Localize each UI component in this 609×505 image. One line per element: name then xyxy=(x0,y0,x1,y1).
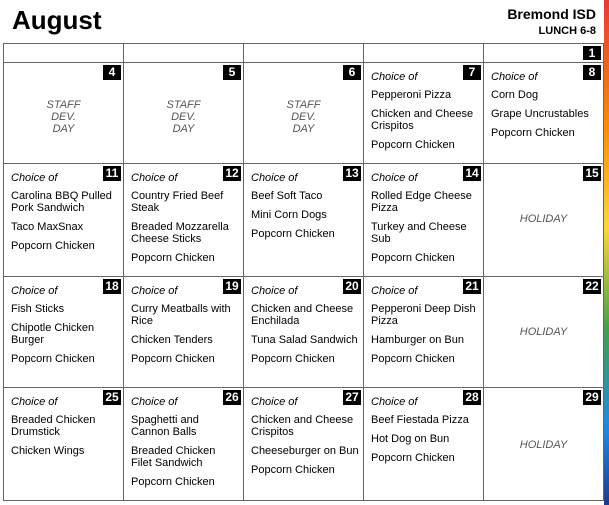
holiday-label: HOLIDAY xyxy=(519,326,568,338)
menu-item: Carolina BBQ Pulled Pork Sandwich xyxy=(11,190,112,214)
calendar-cell-day xyxy=(484,277,604,388)
menu-item: Cheeseburger on Bun xyxy=(251,445,359,457)
day-number: 22 xyxy=(583,279,601,294)
day-number: 28 xyxy=(463,390,481,405)
menu-item: Breaded Mozzarella Cheese Sticks xyxy=(131,221,229,245)
day-number: 27 xyxy=(343,390,361,405)
staff-dev-label: STAFF DEV. DAY xyxy=(286,99,321,135)
day-number: 4 xyxy=(103,65,121,80)
menu-item: Mini Corn Dogs xyxy=(251,209,327,221)
holiday-label: HOLIDAY xyxy=(519,439,568,451)
menu-item: Taco MaxSnax xyxy=(11,221,84,233)
decorative-edge-strip xyxy=(604,0,609,505)
menu-items xyxy=(11,303,119,372)
calendar-cell-day xyxy=(244,277,364,388)
menu-item: Grape Uncrustables xyxy=(491,108,589,120)
menu-item: Pepperoni Deep Dish Pizza xyxy=(371,303,476,327)
day-number: 13 xyxy=(343,166,361,181)
menu-item: Rolled Edge Cheese Pizza xyxy=(371,190,472,214)
menu-item: Hot Dog on Bun xyxy=(371,433,450,445)
menu-item: Chipotle Chicken Burger xyxy=(11,322,95,346)
choice-label: Choice of xyxy=(371,172,418,184)
menu-item: Popcorn Chicken xyxy=(11,353,95,365)
day-number: 20 xyxy=(343,279,361,294)
menu-items xyxy=(251,414,359,483)
calendar-cell-day xyxy=(484,63,604,164)
day-number: 15 xyxy=(583,166,601,181)
choice-label: Choice of xyxy=(131,396,178,408)
staff-dev-label: STAFF DEV. DAY xyxy=(46,99,81,135)
menu-item: Chicken and Cheese Crispitos xyxy=(371,108,474,132)
menu-item: Tuna Salad Sandwich xyxy=(251,334,358,346)
menu-items xyxy=(371,414,479,471)
menu-items xyxy=(11,190,119,259)
menu-item: Popcorn Chicken xyxy=(371,252,455,264)
day-number: 6 xyxy=(343,65,361,80)
calendar-cell-empty xyxy=(3,43,124,63)
calendar-cell-day xyxy=(244,164,364,277)
calendar-cell-day xyxy=(364,63,484,164)
menu-item: Hamburger on Bun xyxy=(371,334,464,346)
menu-item: Popcorn Chicken xyxy=(131,353,215,365)
calendar-cell-day xyxy=(124,388,244,501)
menu-subtitle: LUNCH 6-8 xyxy=(538,25,596,37)
choice-label: Choice of xyxy=(251,285,298,297)
day-number: 11 xyxy=(103,166,121,181)
menu-item: Pepperoni Pizza xyxy=(371,89,452,101)
choice-label: Choice of xyxy=(491,71,538,83)
menu-item: Popcorn Chicken xyxy=(491,127,575,139)
calendar-cell-day xyxy=(364,388,484,501)
staff-dev-label: STAFF DEV. DAY xyxy=(166,99,201,135)
calendar-cell-day xyxy=(3,164,124,277)
day-number: 8 xyxy=(583,65,601,80)
menu-items xyxy=(371,303,479,372)
menu-items xyxy=(131,414,239,495)
calendar-cell-empty xyxy=(244,43,364,63)
day-number: 21 xyxy=(463,279,481,294)
day-number: 29 xyxy=(583,390,601,405)
menu-items xyxy=(131,303,239,372)
menu-item: Popcorn Chicken xyxy=(11,240,95,252)
menu-item: Chicken Tenders xyxy=(131,334,213,346)
calendar-cell-day xyxy=(124,277,244,388)
menu-item: Popcorn Chicken xyxy=(131,476,215,488)
menu-item: Chicken and Cheese Enchilada xyxy=(251,303,354,327)
menu-item: Popcorn Chicken xyxy=(251,228,335,240)
menu-item: Popcorn Chicken xyxy=(371,452,455,464)
menu-items xyxy=(131,190,239,271)
calendar-header xyxy=(0,0,604,43)
day-number: 12 xyxy=(223,166,241,181)
calendar-cell-day xyxy=(484,43,604,63)
choice-label: Choice of xyxy=(131,285,178,297)
menu-items xyxy=(251,190,359,247)
menu-item: Popcorn Chicken xyxy=(371,139,455,151)
choice-label: Choice of xyxy=(371,285,418,297)
menu-item: Corn Dog xyxy=(491,89,539,101)
choice-label: Choice of xyxy=(131,172,178,184)
choice-label: Choice of xyxy=(11,172,58,184)
day-number: 26 xyxy=(223,390,241,405)
choice-label: Choice of xyxy=(11,396,58,408)
calendar-cell-empty xyxy=(124,43,244,63)
day-number: 5 xyxy=(223,65,241,80)
calendar-cell-day xyxy=(3,388,124,501)
calendar-cell-day xyxy=(364,164,484,277)
menu-items xyxy=(251,303,359,372)
choice-label: Choice of xyxy=(251,396,298,408)
menu-item: Beef Soft Taco xyxy=(251,190,323,202)
menu-item: Popcorn Chicken xyxy=(131,252,215,264)
calendar-cell-day xyxy=(244,63,364,164)
calendar-cell-day xyxy=(484,164,604,277)
calendar-cell-day xyxy=(124,63,244,164)
menu-item: Turkey and Cheese Sub xyxy=(371,221,467,245)
calendar-cell-day xyxy=(124,164,244,277)
menu-item: Curry Meatballs with Rice xyxy=(131,303,231,327)
calendar-cell-day xyxy=(484,388,604,501)
menu-item: Popcorn Chicken xyxy=(251,464,335,476)
choice-label: Choice of xyxy=(251,172,298,184)
menu-item: Chicken and Cheese Crispitos xyxy=(251,414,354,438)
day-number: 18 xyxy=(103,279,121,294)
month-title: August xyxy=(12,5,102,35)
choice-label: Choice of xyxy=(11,285,58,297)
calendar-cell-day xyxy=(3,277,124,388)
calendar-cell-day xyxy=(3,63,124,164)
day-number: 25 xyxy=(103,390,121,405)
calendar-cell-day xyxy=(244,388,364,501)
choice-label: Choice of xyxy=(371,71,418,83)
calendar-grid xyxy=(3,43,604,505)
menu-items xyxy=(11,414,119,464)
menu-item: Popcorn Chicken xyxy=(371,353,455,365)
choice-label: Choice of xyxy=(371,396,418,408)
menu-item: Breaded Chicken Filet Sandwich xyxy=(131,445,216,469)
day-number: 14 xyxy=(463,166,481,181)
menu-item: Fish Sticks xyxy=(11,303,65,315)
calendar-cell-day xyxy=(364,277,484,388)
menu-items xyxy=(491,89,599,146)
menu-item: Country Fried Beef Steak xyxy=(131,190,224,214)
day-number: 1 xyxy=(583,46,601,60)
menu-item: Beef Fiestada Pizza xyxy=(371,414,469,426)
school-name: Bremond ISD xyxy=(507,6,596,22)
menu-items xyxy=(371,89,479,158)
menu-item: Breaded Chicken Drumstick xyxy=(11,414,96,438)
menu-items xyxy=(371,190,479,271)
day-number: 7 xyxy=(463,65,481,80)
day-number: 19 xyxy=(223,279,241,294)
holiday-label: HOLIDAY xyxy=(519,213,568,225)
menu-item: Spaghetti and Cannon Balls xyxy=(131,414,199,438)
calendar-cell-empty xyxy=(364,43,484,63)
menu-item: Popcorn Chicken xyxy=(251,353,335,365)
menu-item: Chicken Wings xyxy=(11,445,85,457)
